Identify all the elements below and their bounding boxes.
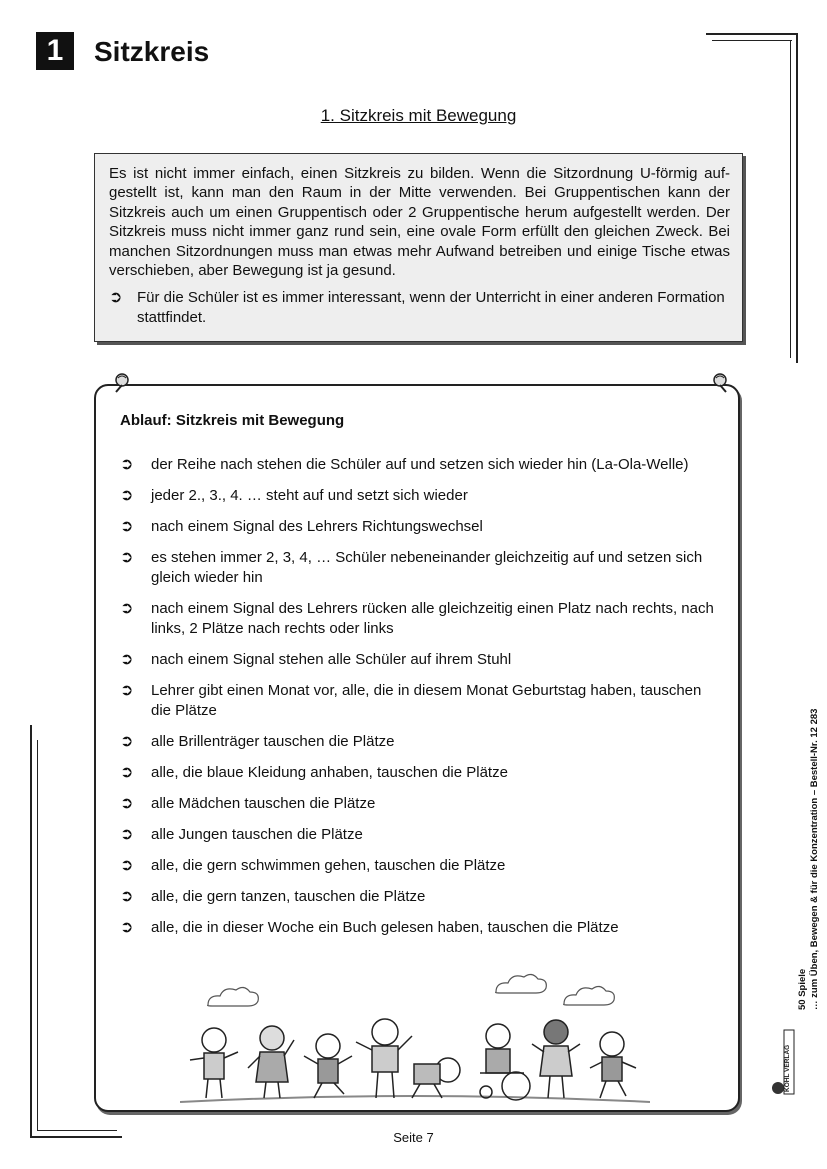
publisher-name: KOHL VERLAG [784,1044,791,1092]
page-number: Seite 7 [393,1130,434,1145]
cloud-icon [496,974,547,993]
child-figure [532,1020,580,1098]
arrow-bullet-icon: ➲ [120,549,134,566]
list-item-text: nach einem Signal stehen alle Schüler auf ihrem Stuhl [151,651,512,668]
list-item-text: alle, die in dieser Woche ein Buch gelesen haben, tauschen die Plätze [151,919,619,936]
list-item [120,763,720,783]
cloud-icon [208,987,259,1006]
list-item-text: jeder 2., 3., 4. … steht auf und setzt sich wieder [151,487,468,504]
arrow-bullet-icon: ➲ [120,487,134,504]
list-item [120,548,720,588]
procedure-heading: Ablauf: Sitzkreis mit Bewegung [120,412,345,429]
list-item-text: alle Brillenträger tauschen die Plätze [151,733,395,750]
arrow-bullet-icon: ➲ [120,764,134,781]
arrow-bullet-icon: ➲ [120,518,134,535]
sidebar-line-2: … zum Üben, Bewegen & für die Konzentration – Bestell-Nr. 12 283 [809,708,820,1010]
list-item-text: alle, die gern schwimmen gehen, tauschen die Plätze [151,857,506,874]
arrow-bullet-icon: ➲ [109,289,123,307]
arrow-bullet-icon: ➲ [120,456,134,473]
pin-icon-left [111,372,133,394]
arrow-bullet-icon: ➲ [120,733,134,750]
frame-line-bottom-left-v [30,725,32,1137]
list-item-text: der Reihe nach stehen die Schüler auf und setzen sich wieder hin (La-Ola-Welle) [151,456,689,473]
frame-line-top-right-v [796,33,798,363]
section-title-text: 1. Sitzkreis mit Bewegung [320,106,517,125]
child-figure [190,1028,238,1098]
section-title [0,106,827,126]
child-figure [304,1034,352,1098]
info-bullet [109,288,730,327]
info-paragraph: Es ist nicht immer einfach, einen Sitzkreis zu bilden. Wenn die Sitzordnung U-förmig aufgestellt ist, kann man den Raum in der Mitte verwenden. Bei Gruppentischen kann der Sitzkreis auch um einen Gruppentisch oder 2 Gruppentische herum aufgestellt werden. Der Sitzkreis muss nicht immer ganz rund sein, eine ovale Form erfüllt den gleichen Zweck. Bei manchen Sitzordnungen muss man etwas mehr Aufwand betreiben und einige Tische etwas verschieben, aber Bewegung ist ja gesund. [109,165,730,280]
list-item-text: Lehrer gibt einen Monat vor, alle, die in diesem Monat Geburtstag haben, tauschen die Plätze [151,682,702,719]
list-item-text: alle Jungen tauschen die Plätze [151,826,363,843]
sidebar-text [797,670,821,1010]
child-figure [356,1019,412,1098]
list-item [120,825,720,845]
list-item [120,681,720,721]
list-item [120,599,720,639]
pin-icon-right [709,372,731,394]
child-figure [590,1032,636,1098]
sidebar-line-1: 50 Spiele [797,968,808,1010]
kohl-verlag-logo-icon [770,1020,796,1100]
arrow-bullet-icon: ➲ [120,795,134,812]
chapter-title: Sitzkreis [94,36,210,67]
list-item [120,650,720,670]
info-bullet-text: Für die Schüler ist es immer interessant, wenn der Unterricht in einer anderen Formation stattfindet. [137,289,725,326]
arrow-bullet-icon: ➲ [120,651,134,668]
info-box [94,153,743,342]
cloud-icon [564,986,615,1005]
list-item [120,887,720,907]
frame-line-top-right-v2 [790,40,791,358]
list-item [120,918,720,938]
procedure-list [120,455,720,949]
list-item [120,486,720,506]
chapter-number: 1 [36,32,74,70]
children-illustration [180,960,650,1105]
child-figure [248,1026,294,1098]
list-item [120,856,720,876]
arrow-bullet-icon: ➲ [120,682,134,699]
list-item-text: alle Mädchen tauschen die Plätze [151,795,376,812]
list-item-text: es stehen immer 2, 3, 4, … Schüler nebeneinander gleichzeitig auf und setzen sich gleich wieder hin [151,549,703,586]
arrow-bullet-icon: ➲ [120,600,134,617]
list-item [120,517,720,537]
arrow-bullet-icon: ➲ [120,857,134,874]
arrow-bullet-icon: ➲ [120,888,134,905]
list-item-text: nach einem Signal des Lehrers rücken alle gleichzeitig einen Platz nach rechts, nach links, 2 Plätze nach rechts oder links [151,600,714,637]
frame-line-top-right-h2 [712,40,792,41]
frame-line-bottom-left-v2 [37,740,38,1130]
child-figure [412,1058,460,1098]
list-item [120,455,720,475]
list-item [120,794,720,814]
list-item [120,732,720,752]
arrow-bullet-icon: ➲ [120,919,134,936]
list-item-text: nach einem Signal des Lehrers Richtungswechsel [151,518,483,535]
list-item-text: alle, die gern tanzen, tauschen die Plätze [151,888,426,905]
arrow-bullet-icon: ➲ [120,826,134,843]
child-figure-wheelchair [480,1024,530,1100]
frame-line-top-right-h [706,33,798,35]
list-item-text: alle, die blaue Kleidung anhaben, tauschen die Plätze [151,764,508,781]
